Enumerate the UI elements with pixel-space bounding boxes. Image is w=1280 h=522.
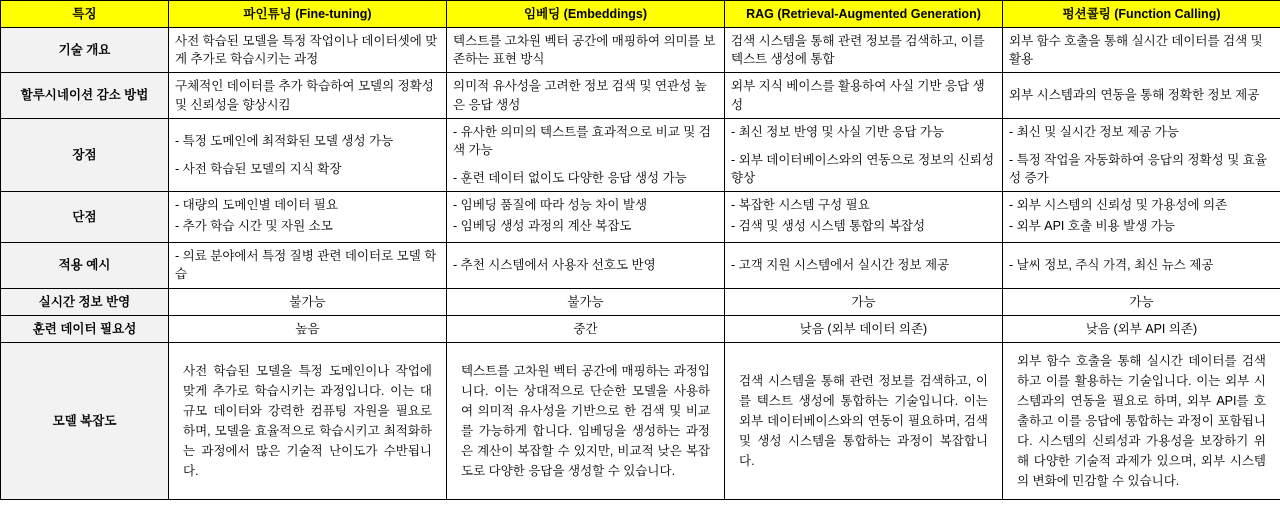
table-cell	[447, 243, 725, 288]
table-cell	[169, 243, 447, 288]
table-cell	[1003, 288, 1280, 315]
cell-text: 높음	[295, 321, 320, 336]
row-header: 적용 예시	[1, 243, 169, 288]
table-row	[1, 118, 1280, 191]
table-cell	[169, 288, 447, 315]
column-header-finetuning: 파인튜닝 (Fine-tuning)	[169, 1, 447, 28]
bullet-item: - 의료 분야에서 특정 질병 관련 데이터로 모델 학습	[175, 249, 437, 282]
cell-text: 불가능	[289, 294, 326, 309]
row-header: 단점	[1, 192, 169, 243]
column-header-feature: 특징	[1, 1, 169, 28]
table-row	[1, 315, 1280, 342]
table-cell	[447, 192, 725, 243]
table-row	[1, 192, 1280, 243]
bullet-list	[731, 123, 996, 187]
table-row	[1, 73, 1280, 118]
bullet-item: - 복잡한 시스템 구성 필요	[731, 198, 870, 212]
bullet-item: - 사전 학습된 모델의 지식 확장	[175, 161, 342, 176]
table-cell	[169, 28, 447, 73]
table-cell	[1003, 315, 1280, 342]
cell-text: 의미적 유사성을 고려한 정보 검색 및 연관성 높은 응답 생성	[453, 79, 707, 112]
table-cell	[169, 73, 447, 118]
bullet-item: - 추천 시스템에서 사용자 선호도 반영	[453, 258, 656, 273]
table-cell	[725, 243, 1003, 288]
table-cell	[447, 342, 725, 499]
bullet-item: - 외부 시스템의 신뢰성 및 가용성에 의존	[1009, 198, 1228, 212]
bullet-item: - 고객 지원 시스템에서 실시간 정보 제공	[731, 258, 950, 273]
table-cell	[1003, 342, 1280, 499]
bullet-list	[175, 247, 440, 283]
column-header-embeddings: 임베딩 (Embeddings)	[447, 1, 725, 28]
table-cell	[447, 28, 725, 73]
table-cell	[1003, 243, 1280, 288]
table-cell	[169, 342, 447, 499]
cell-text: 텍스트를 고차원 벡터 공간에 매핑하여 의미를 보존하는 표현 방식	[453, 34, 716, 67]
table-row	[1, 288, 1280, 315]
bullet-item: - 대량의 도메인별 데이터 필요	[175, 198, 338, 212]
cell-text: 가능	[1129, 294, 1154, 309]
cell-text: 외부 함수 호출을 통해 실시간 데이터를 검색하고 이를 활용하는 기술입니다. 이는 외부 시스템과의 연동을 필요로 하며, 외부 API를 호출하고 이를 응답에 통합하는 과정이 포함됩니다. 시스템의 신뢰성과 가용성을 보장하기 위해 다양한 기술적 과제가 있으며, 외부 시스템의 변화에 민감할 수 있습니다.	[1017, 353, 1266, 488]
bullet-item: - 최신 및 실시간 정보 제공 가능	[1009, 124, 1179, 139]
table-cell	[169, 192, 447, 243]
table-cell	[725, 118, 1003, 191]
cell-text: 낮음 (외부 데이터 의존)	[799, 321, 928, 336]
bullet-item: - 임베딩 생성 과정의 계산 복잡도	[453, 219, 632, 234]
bullet-item: - 외부 데이터베이스와의 연동으로 정보의 신뢰성 향상	[731, 152, 995, 185]
column-header-rag: RAG (Retrieval-Augmented Generation)	[725, 1, 1003, 28]
table-cell	[169, 118, 447, 191]
row-header: 할루시네이션 감소 방법	[1, 73, 169, 118]
table-cell	[1003, 28, 1280, 73]
table-cell	[725, 192, 1003, 243]
bullet-item: - 추가 학습 시간 및 자원 소모	[175, 219, 333, 234]
table-cell	[1003, 118, 1280, 191]
bullet-list	[1009, 256, 1274, 274]
bullet-list	[453, 196, 718, 235]
bullet-item: - 특정 도메인에 최적화된 모델 생성 가능	[175, 133, 394, 148]
cell-text: 외부 함수 호출을 통해 실시간 데이터를 검색 및 활용	[1009, 34, 1263, 67]
table-cell	[447, 118, 725, 191]
table-body	[1, 28, 1280, 500]
cell-text: 사전 학습된 모델을 특정 작업이나 데이터셋에 맞게 추가로 학습시키는 과정	[175, 34, 438, 67]
bullet-list	[453, 123, 718, 187]
cell-text: 외부 시스템과의 연동을 통해 정확한 정보 제공	[1009, 88, 1260, 103]
table-row	[1, 28, 1280, 73]
cell-text: 사전 학습된 모델을 특정 도메인이나 작업에 맞게 추가로 학습시키는 과정입니다. 이는 대규모 데이터와 강력한 컴퓨팅 자원을 필요로 하며, 모델을 효율적으로 학습시키고 최적화하는 과정에서 많은 기술적 난이도가 수반됩니다.	[183, 363, 432, 478]
bullet-item: - 임베딩 품질에 따라 성능 차이 발생	[453, 198, 648, 212]
column-header-function-calling: 펑션콜링 (Function Calling)	[1003, 1, 1280, 28]
table-cell	[725, 288, 1003, 315]
table-cell	[169, 315, 447, 342]
bullet-item: - 특정 작업을 자동화하여 응답의 정확성 및 효율성 증가	[1009, 152, 1267, 185]
bullet-list	[1009, 196, 1274, 235]
table-cell	[1003, 192, 1280, 243]
cell-text: 검색 시스템을 통해 관련 정보를 검색하고, 이를 텍스트 생성에 통합하는 기술입니다. 이는 외부 데이터베이스와의 연동이 필요하며, 검색 및 생성 시스템을 통합하는 과정이 복잡합니다.	[739, 373, 988, 468]
table-cell	[1003, 73, 1280, 118]
cell-text: 불가능	[567, 294, 604, 309]
cell-text: 구체적인 데이터를 추가 학습하여 모델의 정확성 및 신뢰성을 향상시킴	[175, 79, 434, 112]
table-cell	[725, 28, 1003, 73]
row-header: 장점	[1, 118, 169, 191]
table-row	[1, 243, 1280, 288]
table-cell	[725, 315, 1003, 342]
cell-text: 가능	[851, 294, 876, 309]
table-header-row	[1, 1, 1280, 28]
bullet-item: - 날씨 정보, 주식 가격, 최신 뉴스 제공	[1009, 258, 1214, 273]
bullet-item: - 외부 API 호출 비용 발생 가능	[1009, 219, 1175, 234]
row-header: 기술 개요	[1, 28, 169, 73]
bullet-list	[731, 196, 996, 235]
bullet-item: - 유사한 의미의 텍스트를 효과적으로 비교 및 검색 가능	[453, 124, 711, 157]
row-header: 훈련 데이터 필요성	[1, 315, 169, 342]
cell-text: 텍스트를 고차원 벡터 공간에 매핑하는 과정입니다. 이는 상대적으로 단순한 모델을 사용하여 의미적 유사성을 기반으로 한 검색 및 비교를 가능하게 합니다. 임베딩을 생성하는 과정은 계산이 복잡할 수 있지만, 비교적 낮은 복잡도로 다양한 응답을 생성할 수 있습니다.	[461, 363, 710, 478]
bullet-item: - 검색 및 생성 시스템 통합의 복잡성	[731, 219, 926, 234]
table-cell	[725, 73, 1003, 118]
bullet-list	[453, 256, 718, 274]
table-row	[1, 342, 1280, 499]
row-header: 실시간 정보 반영	[1, 288, 169, 315]
bullet-list	[1009, 123, 1274, 187]
bullet-list	[731, 256, 996, 274]
cell-text: 낮음 (외부 API 의존)	[1085, 321, 1198, 336]
table-cell	[447, 315, 725, 342]
cell-text: 중간	[573, 321, 598, 336]
table-cell	[447, 73, 725, 118]
bullet-item: - 훈련 데이터 없이도 다양한 응답 생성 가능	[453, 170, 687, 185]
bullet-item: - 최신 정보 반영 및 사실 기반 응답 가능	[731, 124, 945, 139]
table-cell	[725, 342, 1003, 499]
row-header: 모델 복잡도	[1, 342, 169, 499]
cell-text: 외부 지식 베이스를 활용하여 사실 기반 응답 생성	[731, 79, 985, 112]
cell-text: 검색 시스템을 통해 관련 정보를 검색하고, 이를 텍스트 생성에 통합	[731, 34, 985, 67]
table-cell	[447, 288, 725, 315]
bullet-list	[175, 132, 440, 178]
bullet-list	[175, 196, 440, 235]
